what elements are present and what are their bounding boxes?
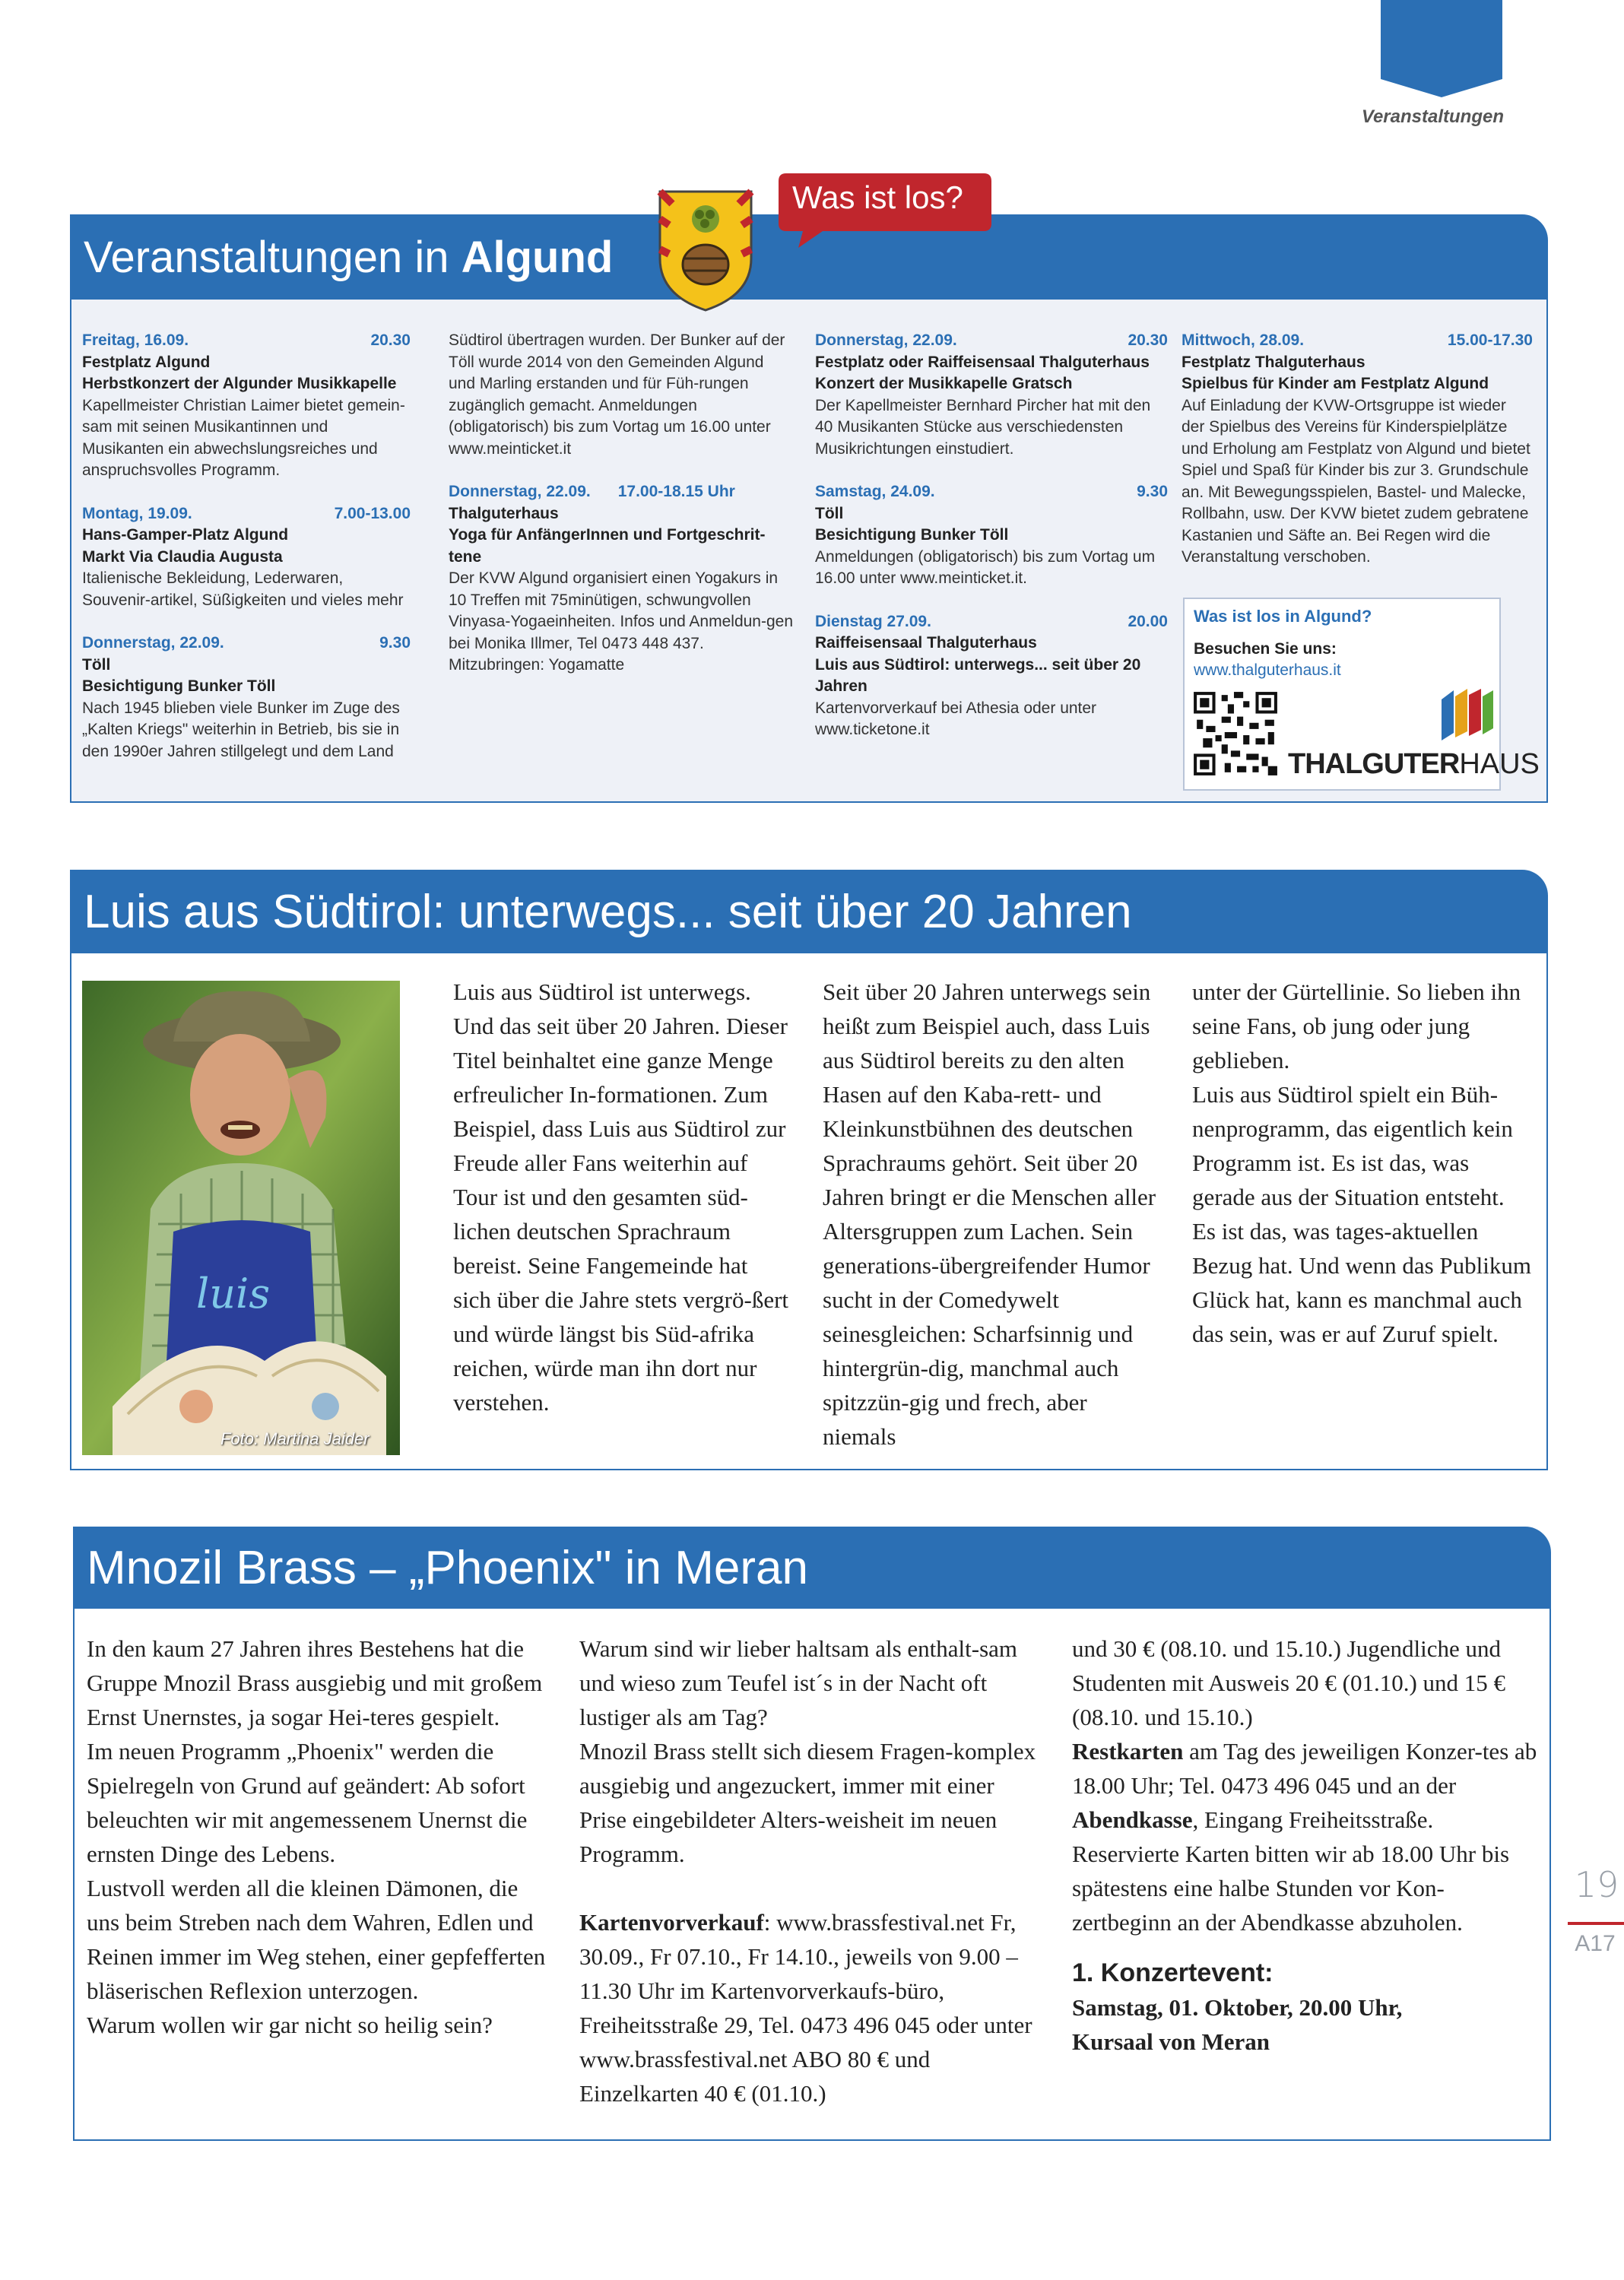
algund-events-col-2: Südtirol übertragen wurden. Der Bunker auf der Töll wurde 2014 von den Gemeinden Algund und Marling erstanden und für Füh-rungen zugänglich gemacht. Anmeldungen (obligatorisch) bis zum Vortag um 16.00 unter www.meinticket.it Donnerstag, 22.09. 17.00-18.15 Uhr Thalguterhaus Yoga für AnfängerInnen und Fortgeschrit-tene Der KVW Algund organisiert einen Yogakurs in 10 Treffen mit 75minütigen, schwungvollen Vinyasa-Yogaeinheiten. Infos und Anmeldun-gen bei Monika Illmer, Tel 0473 448 437. Mitzubringen: Yogamatte [449,331,794,674]
photo-credit: Foto: Martina Jaider [220,1429,370,1448]
luis-section-header [70,870,1548,953]
mnozil-col-2: Warum sind wir lieber haltsam als enthalt-sam und wieso zum Teufel ist´s in der Nacht oft lustiger als am Tag? Mnozil Brass stellt sich diesem Fragen-komplex ausgiebig und angezuckert, immer mit einer Prise eingebildeter Alters-weisheit im neuen Programm. Kartenvorverkauf: www.brassfestival.net Fr, 30.09., Fr 07.10., Fr 14.10., jeweils von 9.00 – 11.30 Uhr im Kartenvorverkaufs-büro, Freiheitsstraße 29, Tel. 0473 496 045 oder unter www.brassfestival.net ABO 80 € und Einzelkarten 40 € (01.10.) [579,1635,1036,2107]
luis-section-title: Luis aus Südtirol: unterwegs... seit über 20 Jahren [84,885,1132,938]
concert-event-heading: 1. Konzertevent: [1072,1958,1274,1987]
thalguterhaus-link[interactable]: www.thalguterhaus.it [1194,661,1341,679]
section-tag: Veranstaltungen [1361,106,1504,127]
qr-code-icon [1191,689,1280,778]
mnozil-col-1: In den kaum 27 Jahren ihres Bestehens hat die Gruppe Mnozil Brass ausgiebig und mit großem Ernst Unernstes, ja sogar Hei-teres gespielt. Im neuen Programm „Phoenix" werden die Spielregeln von Grund auf geändert: Ab sofort beleuchten wir mit angemessenem Unernst die ernsten Dinge des Lebens. Lustvoll werden all die kleinen Dämonen, die uns beim Streben nach dem Wahren, Edlen und Reinen immer im Weg stehen, einer gepfefferten bläserischen Reflexion unterzogen. Warum wollen wir gar nicht so heilig sein? [87,1635,546,2038]
algund-coat-of-arms-icon [657,189,754,313]
thalguterhaus-info-box: Was ist los in Algund? Besuchen Sie uns: www.thalguterhaus.it THALGUTERHAUS [1183,598,1501,791]
mnozil-section-header [73,1527,1551,1609]
svg-text:luis: luis [196,1270,271,1318]
algund-events-col-1: Freitag, 16.09. 20.30 Festplatz Algund Herbstkonzert der Algunder Musikkapelle Kapellmeister Christian Laimer bietet gemein-sam mit seinen Musikantinnen und Musikanten ein abwechslungsreiches und anspruchsvolles Programm. Montag, 19.09. 7.00-13.00 Hans-Gamper-Platz Algund Markt Via Claudia Augusta Italienische Bekleidung, Lederwaren, Souvenir-artikel, Süßigkeiten und vieles mehr Donnerstag, 22.09. 9.30 Töll Besichtigung Bunker Töll Nach 1945 blieben viele Bunker im Zuge des „Kalten Kriegs" weiterhin in Betrieb, bis sie in den 1990er Jahren stillgelegt und dem Land [82,331,411,760]
luis-col-3: unter der Gürtellinie. So lieben ihn seine Fans, ob jung oder jung geblieben. Luis aus Südtirol spielt ein Büh-nenprogramm, das eigentlich kein Programm ist. Es ist das, was gerade aus der Situation entsteht. Es ist das, was tages-aktuellen Bezug hat. Und wenn das Publikum Glück hat, kann es manchmal auch das sein, was er auf Zuruf spielt. [1192,978,1532,1347]
page-number-rule [1568,1922,1624,1925]
algund-section-title: Veranstaltungen in Algund [84,232,614,282]
luis-col-2: Seit über 20 Jahren unterwegs sein heißt zum Beispiel auch, dass Luis aus Südtirol bereits zu den alten Hasen auf den Kaba-rett- und Kleinkunstbühnen des deutschen Sprachraums gehört. Seit über 20 Jahren bringt er die Menschen aller Altersgruppen zum Lachen. Sein generations-übergreifender Humor sucht in der Comedywelt seinesgleichen: Scharfsinnig und hintergrün-dig, manchmal auch spitzzün-gig und frech, aber niemals [823,978,1156,1450]
algund-events-col-3: Donnerstag, 22.09. 20.30 Festplatz oder Raiffeisensaal Thalguterhaus Konzert der Musikkapelle Gratsch Der Kapellmeister Bernhard Pircher hat mit den 40 Musikanten Stücke aus verschiedensten Musikrichtungen einstudiert. Samstag, 24.09. 9.30 Töll Besichtigung Bunker Töll Anmeldungen (obligatorisch) bis zum Vortag um 16.00 unter www.meinticket.it. Dienstag 27.09. 20.00 Raiffeisensaal Thalguterhaus Luis aus Südtirol: unterwegs... seit über 20 Jahren Kartenvorverkauf bei Athesia oder unter www.ticketone.it [815,331,1168,738]
algund-events-col-4: Mittwoch, 28.09. 15.00-17.30 Festplatz Thalguterhaus Spielbus für Kinder am Festplatz Algund Auf Einladung der KVW-Ortsgruppe ist wieder der Spielbus des Vereins für Kinderspielplätze und Erholung am Festplatz von Algund und bietet Spiel und Spaß für Kinder bis zur 3. Grundschule an. Mit Bewegungsspielen, Bastel- und Malecke, Rollbahn, usw. Der KVW bietet zudem gebratene Kastanien und Säfte an. Bei Regen wird die Veranstaltung verschoben. [1182,331,1533,566]
luis-col-1: Luis aus Südtirol ist unterwegs. Und das seit über 20 Jahren. Dieser Titel beinhaltet eine ganze Menge erfreulicher In-formationen. Zum Beispiel, dass Luis aus Südtirol zur Freude aller Fans weiterhin auf Tour ist und den gesamten süd-lichen deutschen Sprachraum bereist. Seine Fangemeinde hat sich über die Jahre stets vergrö-ßert und würde längst bis Süd-afrika reichen, würde man ihn dort nur verstehen. [453,978,789,1416]
mnozil-section-title: Mnozil Brass – „Phoenix" in Meran [87,1541,808,1594]
was-ist-los-bubble: Was ist los? [777,170,993,249]
thalguterhaus-logo-text: THALGUTERHAUS [1288,748,1540,780]
section-tab-marker [1381,0,1502,97]
mnozil-col-3: und 30 € (08.10. und 15.10.) Jugendliche und Studenten mit Ausweis 20 € (01.10.) und 15 € (08.10. und 15.10.) Restkarten am Tag des jeweiligen Konzer-tes ab 18.00 Uhr; Tel. 0473 496 045 und an der Abendkasse, Eingang Freiheitsstraße. Reservierte Karten bitten wir ab 18.00 Uhr bis spätestens eine halbe Stunden vor Kon-zertbeginn an der Abendkasse abzuholen. 1. Konzertevent: Samstag, 01. Oktober, 20.00 Uhr, Kursaal von Meran [1072,1635,1543,2055]
luis-photo [82,981,400,1455]
page-code: A17 [1575,1931,1616,1956]
thalguterhaus-logo-icon [1438,687,1496,740]
page-number: 19 [1574,1864,1619,1905]
